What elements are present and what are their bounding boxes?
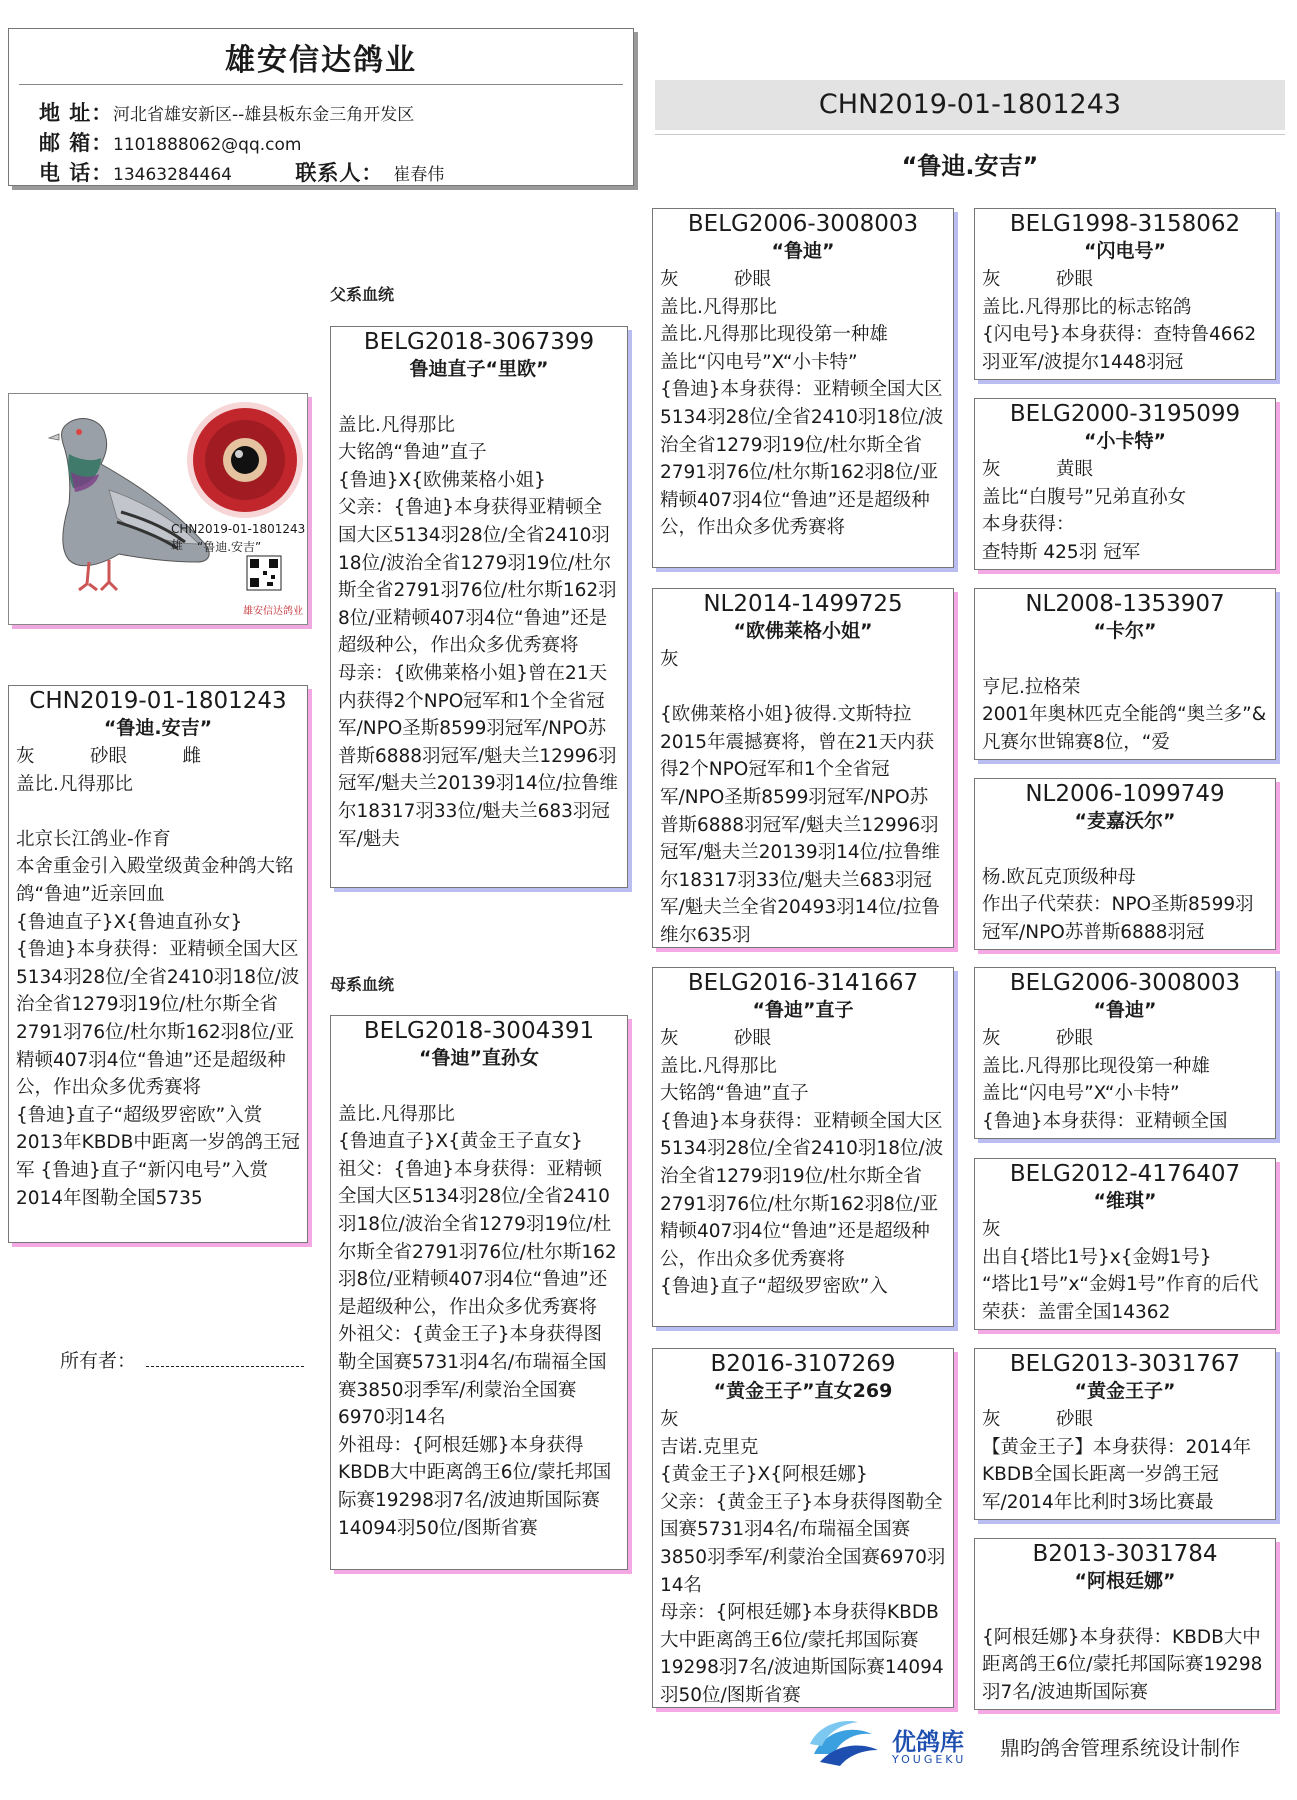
address-row: [39, 97, 414, 127]
paternal-grandsire-ring: BELG2006-3008003: [687, 211, 919, 237]
gg2-description: 灰 黄眼 盖比“白腹号”兄弟直孙女 本身获得： 查特斯 425羽 冠军: [982, 459, 1187, 563]
gg4-description: 杨.欧瓦克顶级种母 作出子代荣获：NPO圣斯8599羽冠军/NPO苏普斯6888羽冠: [982, 866, 1254, 943]
gg6-nickname: “维琪”: [1093, 1190, 1157, 1212]
header-divider: [19, 84, 623, 85]
maternal-granddam-card: [652, 1348, 954, 1708]
brand-name-en: YOUGEKU: [892, 1753, 967, 1766]
maternal-grandsire-description: 灰 砂眼 盖比.凡得那比 大铭鸽“鲁迪”直子 {鲁迪}本身获得：亚精顿全国大区5134羽28位/全省2410羽18位/波治全省1279羽19位/杜尔斯全省2791羽76位/杜尔斯162羽8位/亚精顿407羽4位“鲁迪”还是超级种公，作出众多优秀赛将 {鲁迪}直子“超级罗密欧”入: [660, 1028, 944, 1298]
great-grandparent-card-3: [974, 588, 1276, 760]
qr-code-icon: [247, 556, 281, 590]
subject-bird-card: [8, 685, 308, 1243]
paternal-granddam-nickname: “欧佛莱格小姐”: [733, 620, 873, 642]
paternal-grandsire-card: [652, 208, 954, 568]
great-grandparent-card-1: [974, 208, 1276, 380]
gg7-description: 灰 砂眼 【黄金王子】本身获得：2014年KBDB全国长距离一岁鸽王冠军/2014年比利时3场比赛最: [982, 1409, 1252, 1513]
brand-logo-icon: [806, 1714, 884, 1774]
maternal-grandsire-ring: BELG2016-3141667: [687, 970, 919, 996]
email-row: [39, 127, 301, 157]
sire-nickname: 鲁迪直子“里欧”: [409, 358, 549, 380]
great-grandparent-card-2: [974, 398, 1276, 570]
contact-value: 崔春伟: [393, 165, 445, 185]
owner-blank-field: [146, 1352, 304, 1367]
paternal-granddam-description: 灰 {欧佛莱格小姐}彼得.文斯特拉2015年震撼赛将，曾在21天内获得2个NPO冠军和1个全省冠军/NPO圣斯8599羽冠军/NPO苏普斯6888羽冠军/魁夫兰12996羽冠军/魁夫兰20139羽14位/拉鲁维尔18317羽33位/魁夫兰683羽冠军/魁夫兰全省20493羽14位/拉鲁维尔635羽: [660, 649, 940, 946]
great-grandparent-card-5: [974, 967, 1276, 1139]
gg5-ring: BELG2006-3008003: [1009, 970, 1241, 996]
great-grandparent-card-8: [974, 1538, 1276, 1710]
email-label: 邮 箱：: [39, 131, 114, 155]
photo-ring-number: CHN2019-01-1801243雄: [171, 522, 306, 552]
main-nickname: “鲁迪.安吉”: [901, 152, 1039, 180]
gg8-description: {阿根廷娜}本身获得：KBDB大中距离鸽王6位/蒙托邦国际赛19298羽7名/波迪斯国际赛: [982, 1626, 1263, 1703]
subject-nickname: “鲁迪.安吉”: [103, 717, 213, 739]
owner-row: [60, 1346, 304, 1373]
photo-seal: 雄安信达鸽业: [243, 606, 303, 617]
sire-ring: BELG2018-3067399: [363, 329, 595, 355]
gg7-ring: BELG2013-3031767: [1009, 1351, 1241, 1377]
gg3-nickname: “卡尔”: [1093, 620, 1157, 642]
dam-card: [330, 1015, 628, 1570]
pigeon-illustration: [9, 394, 308, 625]
paternal-granddam-ring: NL2014-1499725: [703, 591, 903, 617]
paternal-granddam-card: [652, 588, 954, 948]
photo-nickname: “鲁迪.安吉”: [197, 540, 262, 554]
address-label: 地 址：: [39, 101, 114, 125]
dam-description: 盖比.凡得那比 {鲁迪直子}X{黄金王子直女} 祖父：{鲁迪}本身获得：亚精顿全国大区5134羽28位/全省2410羽18位/波治全省1279羽19位/杜尔斯全省2791羽76位/杜尔斯162羽8位/亚精顿407羽4位“鲁迪”还是超级种公，作出众多优秀赛将 外祖父：{黄金王子}本身获得图勒全国赛5731羽4名/布瑞福全国赛3850羽季军/利蒙治全国赛6970羽14名 外祖母：{阿根廷娜}本身获得KBDB大中距离鸽王6位/蒙托邦国际赛19298羽7名/波迪斯国际赛14094羽50位/图斯省赛: [338, 1103, 617, 1539]
sire-description: 盖比.凡得那比 大铭鸽“鲁迪”直子 {鲁迪}X{欧佛莱格小姐} 父亲：{鲁迪}本身获得亚精顿全国大区5134羽28位/全省2410羽18位/波治全省1279羽19位/杜尔斯全省2791羽76位/杜尔斯162羽8位/亚精顿407羽4位“鲁迪”还是超级种公，作出众多优秀赛将 母亲：{欧佛莱格小姐}曾在21天内获得2个NPO冠军和1个全省冠军/NPO圣斯8599羽冠军/NPO苏普斯6888羽冠军/魁夫兰12996羽冠军/魁夫兰20139羽14位/拉鲁维尔18317羽33位/魁夫兰683羽冠军/魁夫: [338, 414, 618, 850]
pigeon-photo: [8, 393, 308, 625]
gg2-ring: BELG2000-3195099: [1009, 401, 1241, 427]
maternal-grandsire-card: [652, 967, 954, 1327]
phone-row: [39, 157, 444, 187]
subject-ring: CHN2019-01-1801243: [29, 688, 287, 714]
father-line-label: 父系血统: [330, 285, 395, 304]
contact-header: [8, 28, 634, 186]
maternal-granddam-ring: B2016-3107269: [710, 1351, 896, 1377]
dam-ring: BELG2018-3004391: [363, 1018, 595, 1044]
phone-label: 电 话：: [39, 161, 114, 185]
maternal-granddam-description: 灰 吉诺.克里克 {黄金王子}X{阿根廷娜} 父亲：{黄金王子}本身获得图勒全国赛5731羽4名/布瑞福全国赛3850羽季军/利蒙治全国赛6970羽14名 母亲：{阿根廷娜}本身获得KBDB大中距离鸽王6位/蒙托邦国际赛19298羽7名/波迪斯国际赛14094羽50位/图斯省赛: [660, 1409, 946, 1706]
maternal-granddam-nickname: “黄金王子”直女269: [713, 1380, 893, 1402]
maternal-grandsire-nickname: “鲁迪”直子: [752, 999, 854, 1021]
gg7-nickname: “黄金王子”: [1074, 1380, 1176, 1402]
gg6-description: 灰 出自{塔比1号}x{金姆1号} “塔比1号”x“金姆1号”作育的后代荣获：盖雷全国14362: [982, 1219, 1259, 1323]
address-value: 河北省雄安新区--雄县板东金三角开发区: [113, 105, 415, 125]
brand-name: 优鸽库: [892, 1728, 964, 1756]
gg4-ring: NL2006-1099749: [1025, 781, 1225, 807]
gg5-description: 灰 砂眼 盖比.凡得那比现役第一种雄 盖比“闪电号”X“小卡特” {鲁迪}本身获得：亚精顿全国: [982, 1028, 1228, 1132]
gg3-description: 亨尼.拉格荣 2001年奥林匹克全能鸽“奥兰多”&凡赛尔世锦赛8位，“爱: [982, 676, 1267, 753]
company-name: 雄安信达鸽业: [225, 43, 417, 78]
owner-label: 所有者：: [60, 1350, 137, 1372]
great-grandparent-card-6: [974, 1158, 1276, 1330]
contact-label: 联系人：: [295, 161, 384, 185]
great-grandparent-card-7: [974, 1348, 1276, 1520]
email-value: 1101888062@qq.com: [113, 135, 302, 155]
gg1-description: 灰 砂眼 盖比.凡得那比的标志铭鸽 {闪电号}本身获得：查特鲁4662羽亚军/波提尔1448羽冠: [982, 269, 1257, 373]
footer-credit: 鼎昀鸽舍管理系统设计制作: [1000, 1736, 1240, 1760]
gg2-nickname: “小卡特”: [1084, 430, 1166, 452]
gg5-nickname: “鲁迪”: [1093, 999, 1157, 1021]
title-divider: [655, 134, 1285, 135]
paternal-grandsire-nickname: “鲁迪”: [771, 240, 835, 262]
phone-value: 13463284464: [113, 165, 232, 185]
gg3-ring: NL2008-1353907: [1025, 591, 1225, 617]
sire-card: [330, 326, 628, 888]
gg1-ring: BELG1998-3158062: [1009, 211, 1241, 237]
gg4-nickname: “麦嘉沃尔”: [1074, 810, 1176, 832]
dam-nickname: “鲁迪”直孙女: [419, 1047, 539, 1069]
gg1-nickname: “闪电号”: [1084, 240, 1166, 262]
subject-description: 灰 砂眼 雌 盖比.凡得那比 北京长江鸽业-作育 本舍重金引入殿堂级黄金种鸽大铭鸽“鲁迪”近亲回血 {鲁迪直子}X{鲁迪直孙女} {鲁迪}本身获得：亚精顿全国大区5134羽28位/全省2410羽18位/波治全省1279羽19位/杜尔斯全省2791羽76位/杜尔斯162羽8位/亚精顿407羽4位“鲁迪”还是超级种公，作出众多优秀赛将 {鲁迪}直子“超级罗密欧”入赏2013年KBDB中距离一岁鸽鸽王冠军 {鲁迪}直子“新闪电号”入赏2014年图勒全国5735: [16, 746, 300, 1209]
gg8-ring: B2013-3031784: [1032, 1541, 1218, 1567]
main-ring-number: CHN2019-01-1801243: [655, 80, 1285, 130]
gg6-ring: BELG2012-4176407: [1009, 1161, 1241, 1187]
mother-line-label: 母系血统: [330, 975, 395, 994]
great-grandparent-card-4: [974, 778, 1276, 950]
paternal-grandsire-description: 灰 砂眼 盖比.凡得那比 盖比.凡得那比现役第一种雄 盖比“闪电号”X“小卡特” {鲁迪}本身获得：亚精顿全国大区5134羽28位/全省2410羽18位/波治全省1279羽19位/杜尔斯全省2791羽76位/杜尔斯162羽8位/亚精顿407羽4位“鲁迪”还是超级种公，作出众多优秀赛将: [660, 269, 944, 539]
gg8-nickname: “阿根廷娜”: [1074, 1570, 1176, 1592]
